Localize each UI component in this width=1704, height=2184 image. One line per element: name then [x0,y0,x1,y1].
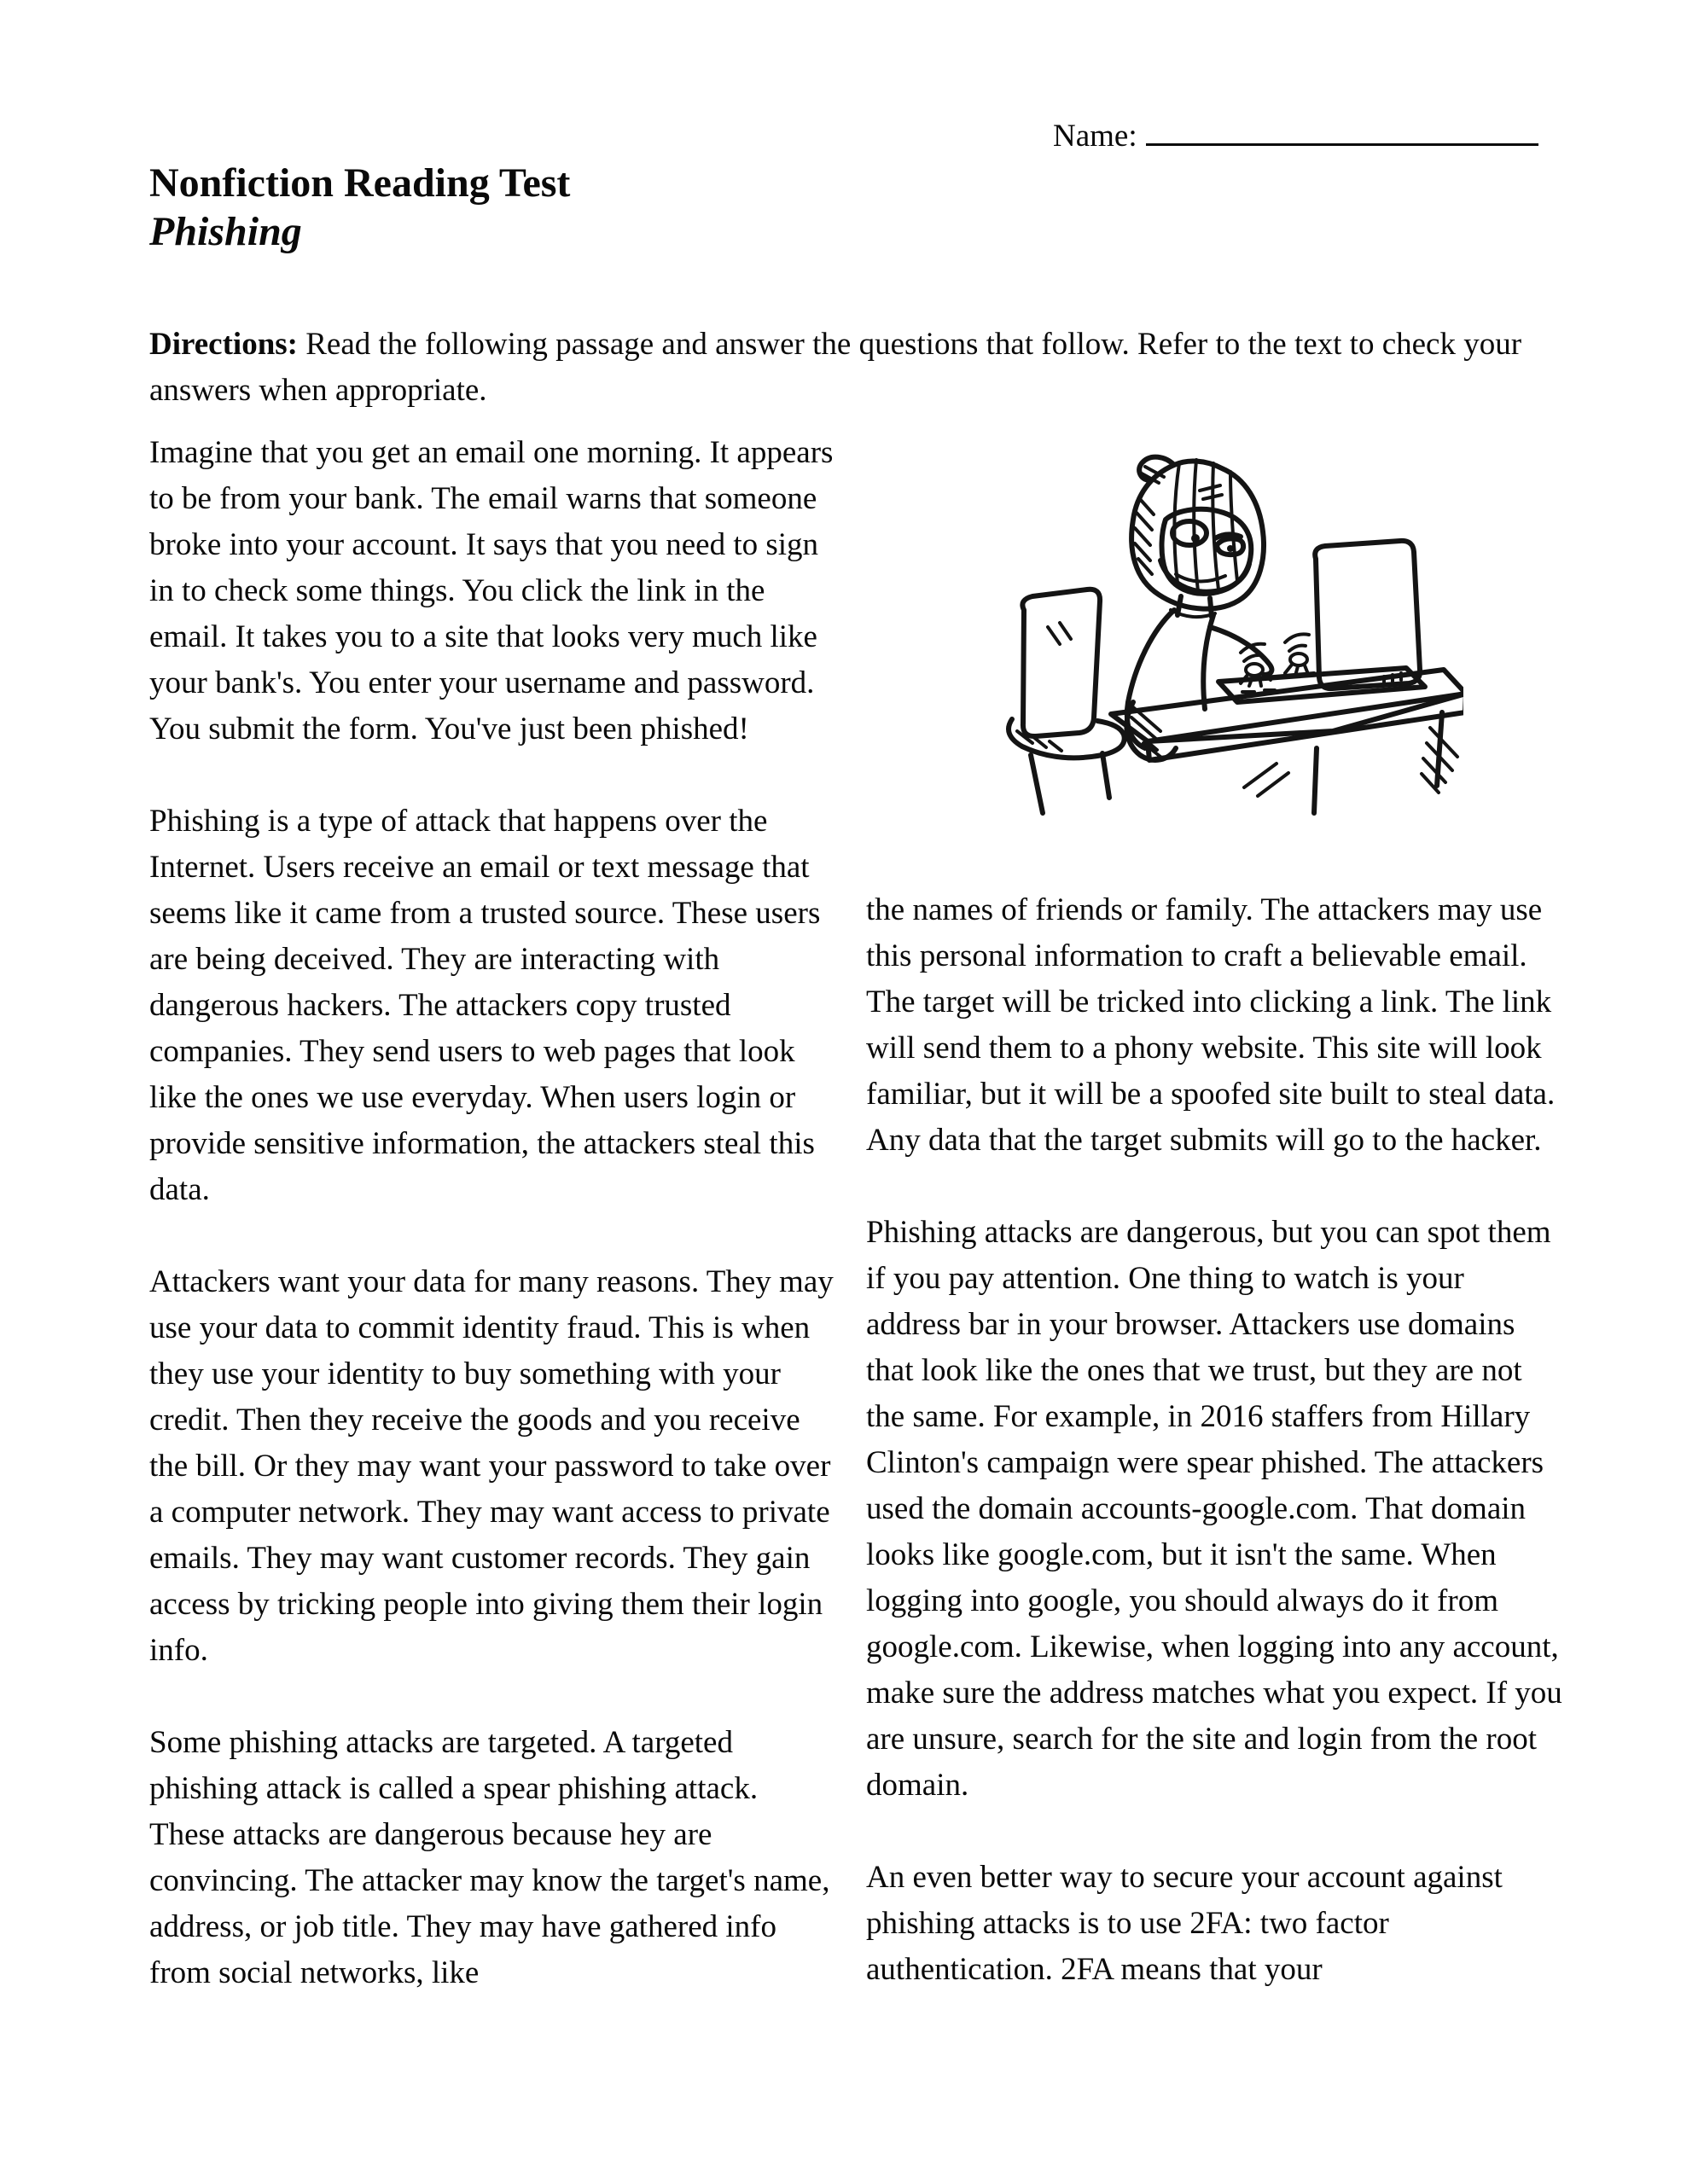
hacker-at-laptop-illustration [998,446,1463,817]
name-field-row [1053,118,1538,155]
passage-paragraph: An even better way to secure your account against phishing attacks is to use 2FA: two factor authentication. 2FA means that your [866,1860,1503,1987]
passage-paragraph: Imagine that you get an email one morning. It appears to be from your bank. The email warns that someone broke into your account. It says that you need to sign in to check some things. You click the link in the email. It takes you to a site that looks very much like your bank's. You enter your username and password. You submit the form. You've just been phished! [149,435,834,746]
name-blank-line [1146,143,1538,146]
page-subtitle: Phishing [149,209,302,254]
header-titles [149,159,570,256]
passage-left-column [149,430,836,2042]
passage-paragraph: Phishing attacks are dangerous, but you can spot them if you pay attention. One thing to watch is your address bar in your browser. Attackers use domains that look like the ones that we trust, but they are not the same. For example, in 2016 staffers from Hillary Clinton's campaign were spear phished. The attackers used the domain accounts-google.com. That domain looks like google.com, but it isn't the same. When logging into google, you should always do it from google.com. Likewise, when logging into any account, make sure the address matches what you expect. If you are unsure, search for the site and login from the root domain. [866,1215,1562,1803]
passage-paragraph: Phishing is a type of attack that happens over the Internet. Users receive an email or text message that seems like it came from a trusted source. These users are being deceived. They are interacting with dangerous hackers. The attackers copy trusted companies. They send users to web pages that look like the ones we use everyday. When users login or provide sensitive information, the attackers steal this data. [149,804,821,1207]
passage-paragraph: Some phishing attacks are targeted. A targeted phishing attack is called a spear phishing attack. These attacks are dangerous because hey are convincing. The attacker may know the target's name, address, or job title. They may have gathered info from social networks, like [149,1725,830,1990]
passage-paragraph: the names of friends or family. The attackers may use this personal information to craft a believable email. The target will be tricked into clicking a link. The link will send them to a phony website. This site will look familiar, but it will be a spoofed site built to steal data. Any data that the target submits will go to the hacker. [866,892,1556,1158]
directions-text: Read the following passage and answer the questions that follow. Refer to the text to check your answers when appropriate. [149,327,1522,408]
page-title: Nonfiction Reading Test [149,160,571,206]
passage-right-column [866,887,1566,2039]
name-label: Name: [1053,119,1137,154]
hacker-illustration-svg [998,446,1463,817]
passage-paragraph: Attackers want your data for many reasons. They may use your data to commit identity fraud. This is when they use your identity to buy something with your credit. Then they receive the goods and you receive the bill. Or they may want your password to take over a computer network. They may want access to private emails. They may want customer records. They gain access by tricking people into giving them their login info. [149,1264,834,1668]
directions [149,322,1562,414]
directions-label: Directions: [149,327,298,362]
